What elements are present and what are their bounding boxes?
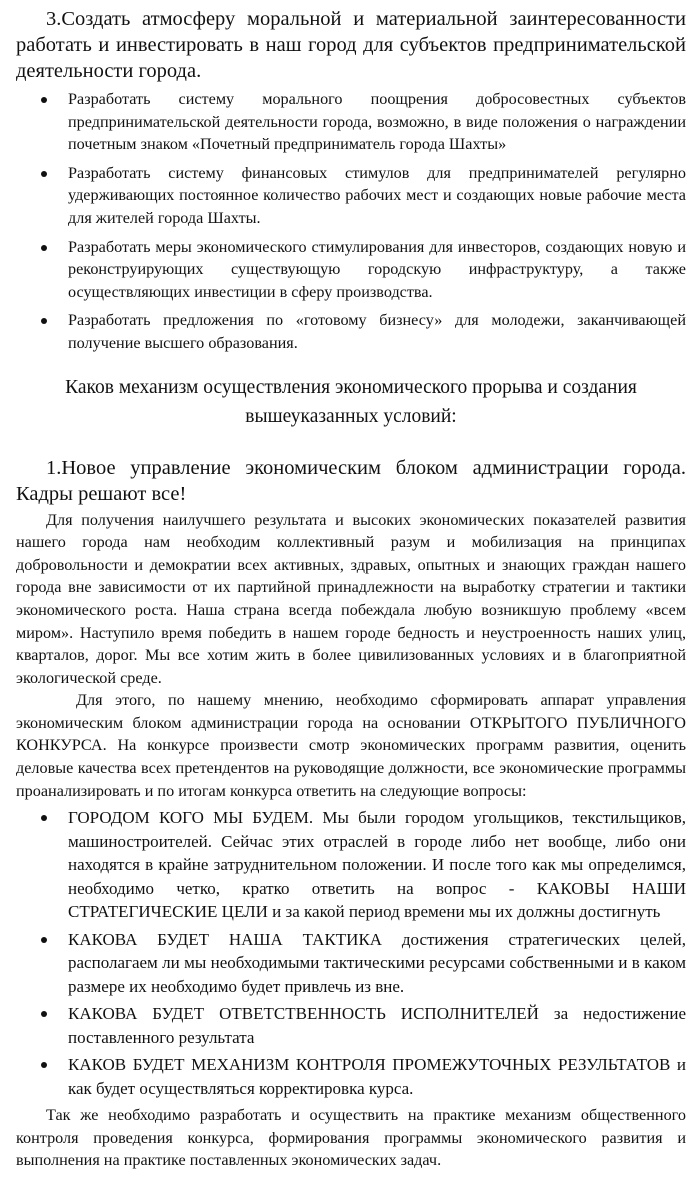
list-item: [16, 1002, 686, 1049]
section-1-paragraph-2: Для этого, по нашему мнению, необходимо сформировать аппарат управления экономическим блоком администрации города на основании ОТКРЫТОГО ПУБЛИЧНОГО КОНКУРСА. На конкурсе произвести смотр экономических программ развития, оценить деловые качества всех претендентов на руководящие должности, все экономические программы проанализировать и по итогам конкурса ответить на следующие вопросы:: [16, 691, 686, 800]
bullet-icon: [41, 318, 47, 324]
list-item-text: КАКОВА БУДЕТ НАША ТАКТИКА достижения стратегических целей, располагаем ли мы необходимыми тактическими ресурсами собственными и в каком размере их необходимо будет привлечь из вне.: [68, 929, 686, 996]
mechanism-heading-line-2: вышеуказанных условий:: [245, 405, 457, 427]
section-1-title: 1.Новое управление экономическим блоком администрации города. Кадры решают все!: [16, 456, 686, 505]
bullet-icon: [41, 1062, 47, 1068]
section-3-title: 3.Создать атмосферу моральной и материальной заинтересованности работать и инвестировать в наш город для субъектов предпринимательской деятельности города.: [16, 8, 686, 82]
section-1-paragraph-1: Для получения наилучшего результата и высоких экономических показателей развития нашего города нам необходим коллективный разум и мобилизация на принципах добровольности и демократии всех активных, здравых, опытных и знающих граждан нашего города вне зависимости от их партийной принадлежности на выработку стратегии и тактики экономического роста. Наша страна всегда побеждала любую возникшую проблему «всем миром». Наступило время победить в нашем городе бедность и неустроенность наших улиц, кварталов, дорог. Мы все хотим жить в более цивилизованных условиях и в благоприятной экологической среде.: [16, 510, 686, 687]
bullet-icon: [41, 1011, 47, 1017]
section-1-paragraph-3: Так же необходимо разработать и осуществить на практике механизм общественного контроля проведения конкурса, формирования программы экономического развития и выполнения на практике поставленных экономических задач.: [16, 1106, 686, 1170]
list-item: [16, 162, 686, 230]
mechanism-heading-line-1: Каков механизм осуществления экономического прорыва и создания: [65, 376, 637, 398]
list-item-text: ГОРОДОМ КОГО МЫ БУДЕМ. Мы были городом угольщиков, текстильщиков, машиностроителей. Сейчас этих отраслей в городе либо нет вообще, либо они находятся в крайне затруднительном положении. И после того как мы определимся, необходимо четко, кратко ответить на вопрос - КАКОВЫ НАШИ СТРАТЕГИЧЕСКИЕ ЦЕЛИ и за какой период времени мы их должны достигнуть: [68, 808, 686, 922]
list-item-text: Разработать предложения по «готовому бизнесу» для молодежи, заканчивающей получение высшего образования.: [68, 311, 686, 352]
list-item: [16, 88, 686, 156]
bullet-icon: [41, 171, 47, 177]
list-item-text: Разработать меры экономического стимулирования для инвесторов, создающих новую и реконструирующих существующую городскую инфраструктуру, а также осуществляющих инвестиции в сферу производства.: [68, 237, 686, 301]
list-item-text: Разработать систему морального поощрения добросовестных субъектов предпринимательской деятельности города, возможно, в виде положения о награждении почетным знаком «Почетный предприниматель города Шахты»: [68, 90, 686, 154]
list-item: [16, 236, 686, 304]
list-item: [16, 806, 686, 924]
section-3-bullet-list: [16, 88, 686, 355]
list-item: [16, 309, 686, 354]
mechanism-heading: [0, 373, 700, 431]
list-item: [16, 928, 686, 999]
bullet-icon: [41, 815, 47, 821]
list-item: [16, 1053, 686, 1100]
list-item-text: КАКОВА БУДЕТ ОТВЕТСТВЕННОСТЬ ИСПОЛНИТЕЛЕЙ за недостижение поставленного результата: [68, 1004, 686, 1047]
questions-list: [16, 806, 686, 1100]
bullet-icon: [41, 937, 47, 943]
bullet-icon: [41, 245, 47, 251]
list-item-text: Разработать систему финансовых стимулов для предпринимателей регулярно удерживающих постоянное количество рабочих мест и создающих новые рабочие места для жителей города Шахты.: [68, 163, 686, 227]
list-item-text: КАКОВ БУДЕТ МЕХАНИЗМ КОНТРОЛЯ ПРОМЕЖУТОЧНЫХ РЕЗУЛЬТАТОВ и как будет осуществляться корректировка курса.: [68, 1055, 686, 1098]
bullet-icon: [41, 97, 47, 103]
